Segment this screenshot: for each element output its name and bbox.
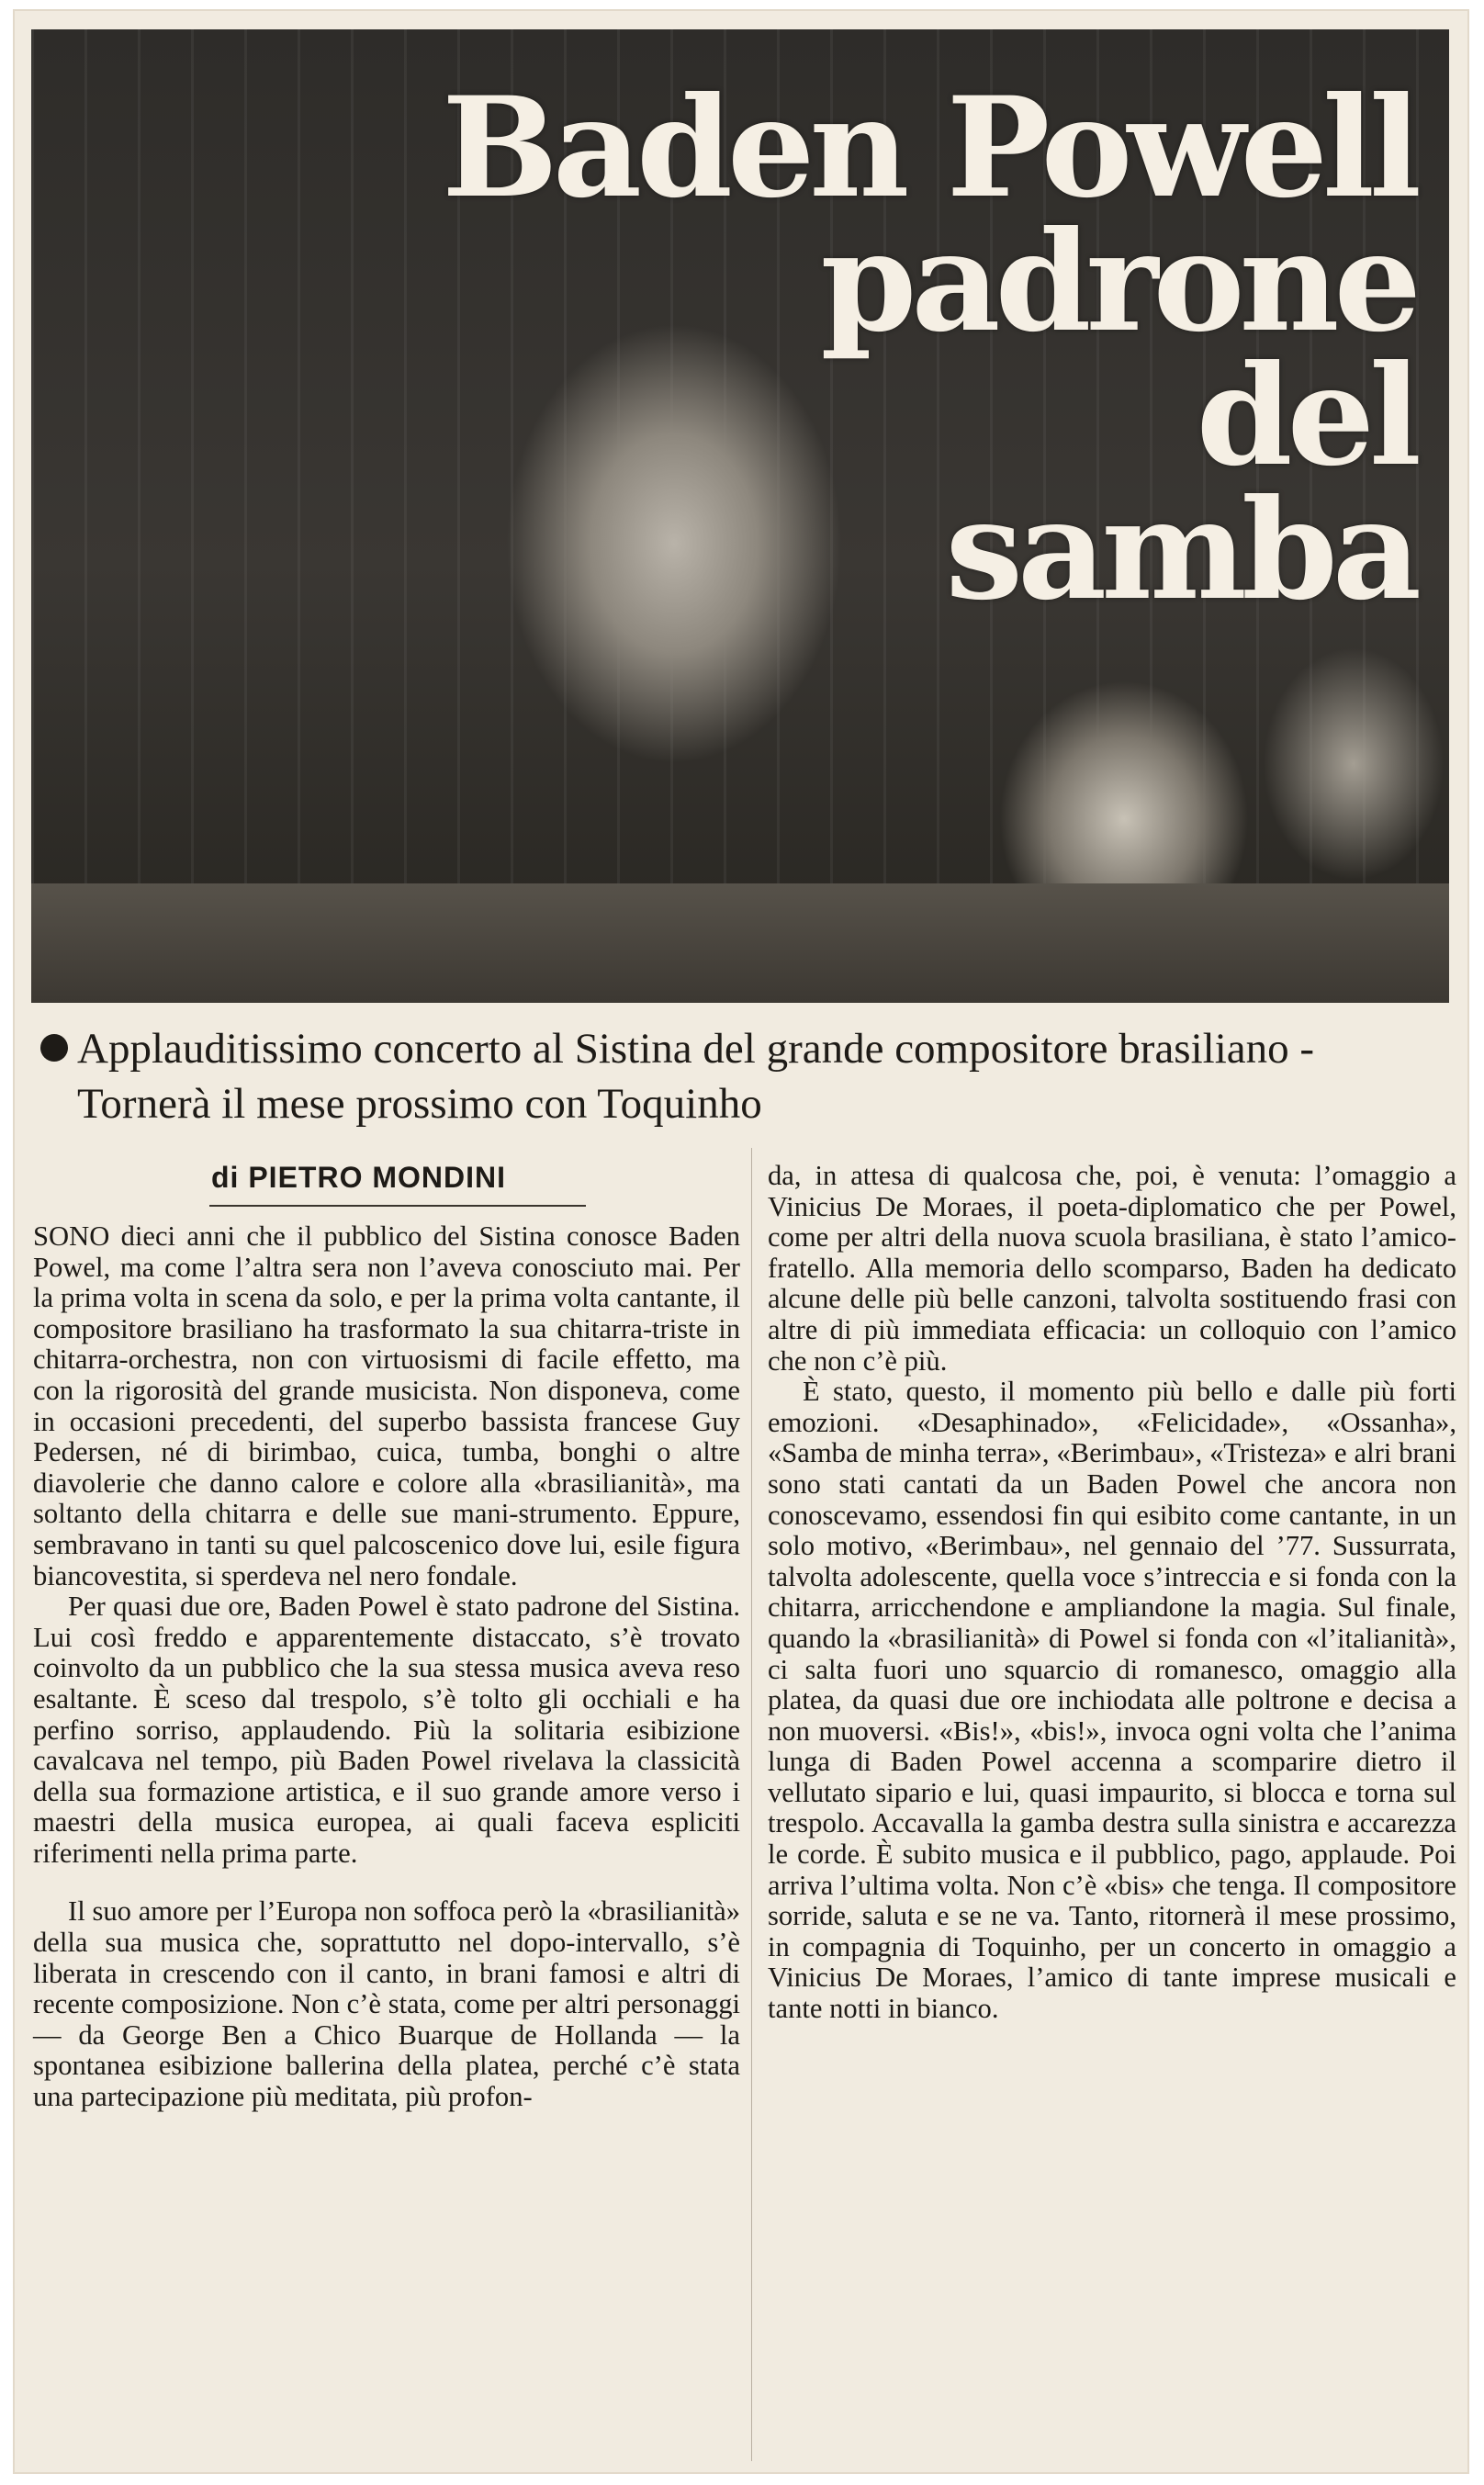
headline — [442, 67, 1416, 631]
headline-line-3: del — [1196, 335, 1416, 497]
byline: di PIETRO MONDINI — [211, 1161, 506, 1194]
subheadline-text: Applauditissimo concerto al Sistina del grande compositore brasiliano - Tornerà il mese prossimo con Toquinho — [77, 1025, 1315, 1128]
subheadline — [77, 1021, 1436, 1131]
byline-rule — [209, 1205, 586, 1207]
paragraph: da, in attesa di qualcosa che, poi, è venuta: l’omaggio a Vinicius De Moraes, il poeta-diplomatico che per Powel, come per altri della nuova scuola brasiliana, è stato l’amico-fratello. Alla memoria dello scomparso, Baden ha dedicato alcune delle più belle canzoni, talvolta sostituendo frasi con altre di più immediata efficacia: un colloquio con l’amico che non c’è più. — [768, 1160, 1456, 1377]
paragraph: Il suo amore per l’Europa non soffoca però la «brasilianità» della sua musica che, soprattutto nel dopo-intervallo, s’è liberata in crescendo con il canto, in brani famosi e altri di recente composizione. Non c’è stata, come per altri personaggi — da George Ben a Chico Buarque de Hollanda — la spontanea esibizione ballerina della platea, perché c’è stata una partecipazione più meditata, più profon- — [33, 1895, 740, 2113]
paragraph: È stato, questo, il momento più bello e dalle più forti emozioni. «Desaphinado», «Felicidade», «Ossanha», «Samba de minha terra», «Berimbau», «Tristeza» e alri brani sono stati cantati da un Baden Powel che ancora non conoscevamo, essendosi fin qui esibito come cantante, in un solo motivo, «Berimbau», nel gennaio del ’77. Sussurrata, talvolta adolescente, quella voce s’intreccia e si fonda con la chitarra, arricchendone e ampliandone la magia. Sul finale, quando la «brasilianità» di Powel si fonda con «l’italianità», ci salta fuori uno squarcio di romanesco, omaggio alla platea, da quasi due ore inchiodata alle poltrone e decisa a non muoversi. «Bis!», «bis!», invoca ogni volta che l’anima lunga di Baden Powel accenna a scomparire dietro il vellutato sipario e lui, quasi impaurito, si blocca e torna sul trespolo. Accavalla la gamba destra sulla sinistra e accarezza le corde. È subito musica e il pubblico, pago, applaude. Poi arriva l’ultima volta. Non c’è «bis» che tenga. Il compositore sorride, saluta e se ne va. Tanto, ritornerà il mese prossimo, in compagnia di Toquinho, per un concerto in omaggio a Vinicius De Moraes, l’amico di tante imprese musicali e tante notti in bianco. — [768, 1376, 1456, 2025]
headline-line-2: padrone — [820, 201, 1416, 363]
column-divider — [751, 1148, 752, 2461]
concert-photo — [31, 29, 1449, 1003]
bullet-icon — [40, 1034, 68, 1062]
paragraph: SONO dieci anni che il pubblico del Sistina conosce Baden Powel, ma come l’altra sera non l’aveva conosciuto mai. Per la prima volta in scena da solo, e per la prima volta cantante, il compositore brasiliano ha trasformato la sua chitarra-triste in chitarra-orchestra, non con virtuosismi di facile effetto, ma con la rigorosità del grande musicista. Non disponeva, come in occasioni precedenti, del superbo bassista francese Guy Pedersen, né di birimbao, cuica, tumba, bonghi o altre diavolerie che danno calore e colore alla «brasilianità», ma soltanto della chitarra e delle sue mani-strumento. Eppure, sembravano in tanti su quel palcoscenico dove lui, esile figura biancovestita, si sperdeva nel nero fondale. — [33, 1220, 740, 1591]
headline-line-4: samba — [945, 469, 1416, 631]
headline-line-1: Baden Powell — [442, 67, 1416, 229]
stage-floor — [31, 883, 1449, 1003]
article-column-right — [768, 1161, 1456, 2025]
article-column-left — [33, 1221, 740, 2113]
paragraph: Per quasi due ore, Baden Powel è stato padrone del Sistina. Lui così freddo e apparentemente distaccato, s’è trovato coinvolto da un pubblico che la sua stessa musica aveva reso esaltante. È sceso dal trespolo, s’è tolto gli occhiali e ha perfino sorriso, applaudendo. Più la solitaria esibizione cavalcava nel tempo, più Baden Powel rivelava la classicità della sua formazione artistica, e il suo grande amore verso i maestri della musica europea, ai quali faceva espliciti riferimenti nella prima parte. — [33, 1591, 740, 1869]
